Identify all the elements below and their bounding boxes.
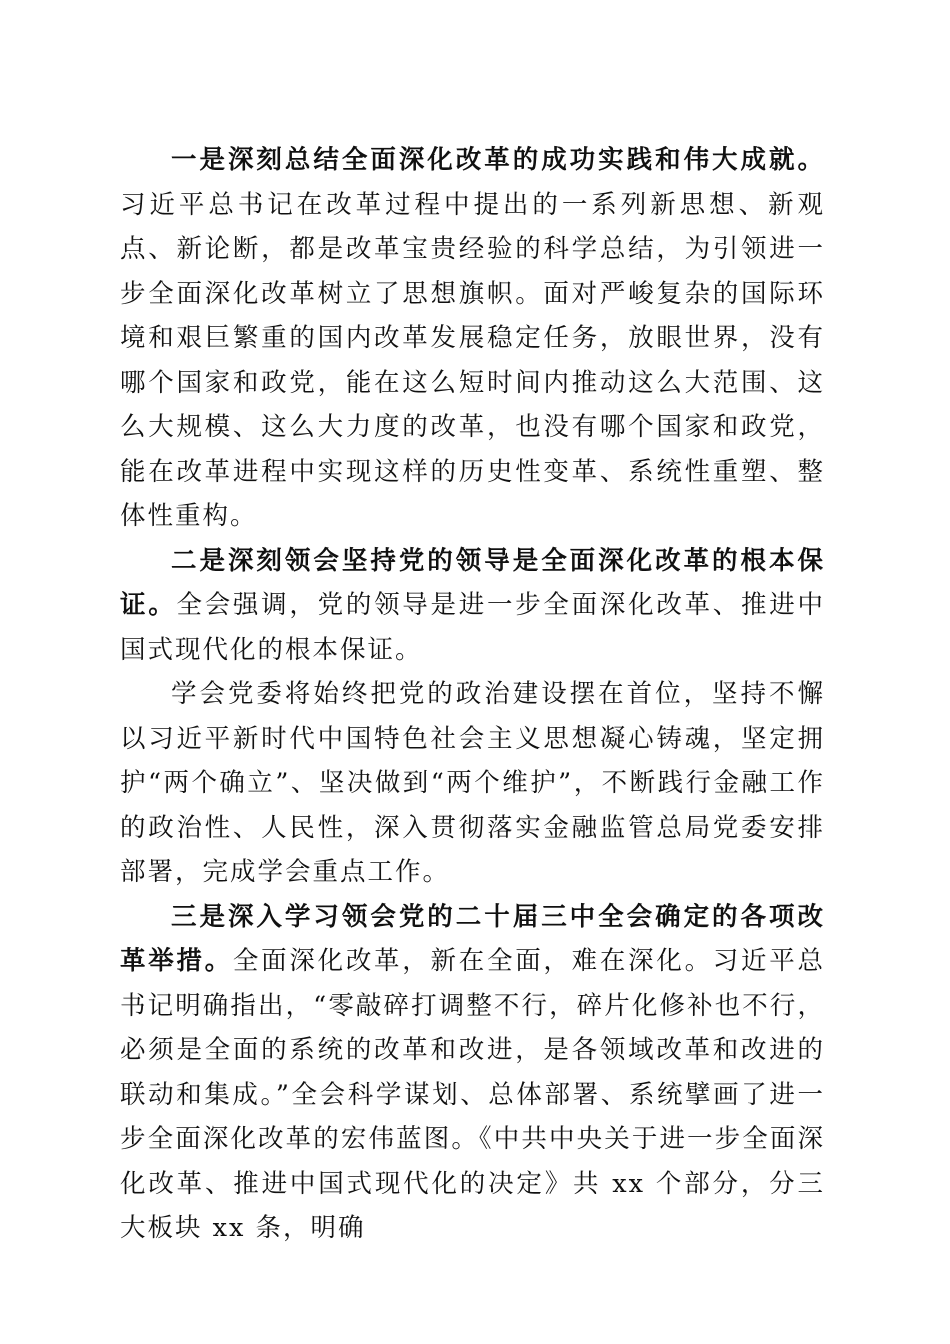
paragraph-3 (120, 672, 825, 895)
paragraph-3-body: 学会党委将始终把党的政治建设摆在首位，坚持不懈以习近平新时代中国特色社会主义思想凝心铸魂，坚定拥护“两个确立”、坚决做到“两个维护”，不断践行金融工作的政治性、人民性，深入贯彻落实金融监管总局党委安排部署，完成学会重点工作。 (120, 679, 825, 887)
document-body (120, 138, 825, 1251)
paragraph-4 (120, 895, 825, 1251)
paragraph-1-body: 习近平总书记在改革过程中提出的一系列新思想、新观点、新论断，都是改革宝贵经验的科学总结，为引领进一步全面深化改革树立了思想旗帜。面对严峻复杂的国际环境和艰巨繁重的国内改革发展稳定任务，放眼世界，没有哪个国家和政党，能在这么短时间内推动这么大范围、这么大规模、这么大力度的改革，也没有哪个国家和政党，能在改革进程中实现这样的历史性变革、系统性重塑、整体性重构。 (120, 189, 825, 531)
paragraph-4-lead: 三是深入学习领会党的二十届三中全会确定的各项改革举措。 (120, 901, 825, 976)
paragraph-2 (120, 539, 825, 673)
paragraph-2-lead: 二是深刻领会坚持党的领导是全面深化改革的根本保证。 (120, 545, 825, 620)
paragraph-4-body: 全面深化改革，新在全面，难在深化。习近平总书记明确指出，“零敲碎打调整不行，碎片化修补也不行，必须是全面的系统的改革和改进，是各领域改革和改进的联动和集成。”全会科学谋划、总体部署、系统擘画了进一步全面深化改革的宏伟蓝图。《中共中央关于进一步全面深化改革、推进中国式现代化的决定》共 xx 个部分，分三大板块 xx 条，明确 (120, 946, 825, 1243)
paragraph-2-body: 全会强调，党的领导是进一步全面深化改革、推进中国式现代化的根本保证。 (120, 590, 825, 665)
paragraph-1 (120, 138, 825, 539)
paragraph-1-lead: 一是深刻总结全面深化改革的成功实践和伟大成就。 (171, 145, 825, 175)
